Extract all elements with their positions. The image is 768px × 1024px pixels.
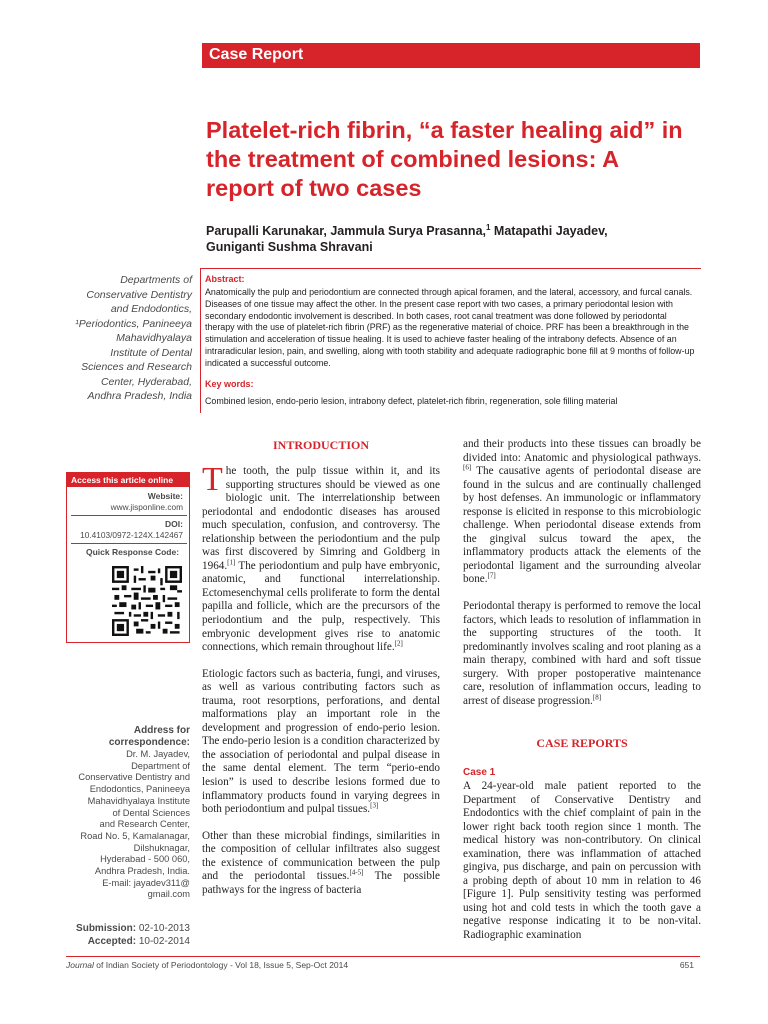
body-column-2: [463, 438, 701, 708]
affiliation-line: and Endodontics,: [110, 303, 192, 315]
section-label: Case Report: [209, 46, 304, 63]
affiliation: [64, 273, 192, 404]
section-heading-case-reports: CASE REPORTS: [536, 736, 628, 750]
citation[interactable]: [2]: [394, 639, 403, 648]
doi-label: DOI:: [165, 519, 183, 529]
qr-label: Quick Response Code:: [86, 547, 180, 557]
paragraph-text: Other than these microbial findings, similarities in the composition of cellular infiltrates also suggest the existence of communication between the pulp and the periodontal tissues.: [202, 829, 440, 883]
citation[interactable]: [7]: [487, 571, 496, 580]
paragraph-text: Periodontal therapy is performed to remove the local factors, which leads to resolution of inflammation in the supporting structures of the tooth. It predominantly involves scaling and root planing as a main therapy, combined with hard and soft tissue surgery. With proper postoperative maintenance care, resolution of inflammation occurs, leading to arrest of disease progression.: [463, 600, 701, 707]
subheading-case-1: Case 1: [463, 767, 496, 778]
section-heading-introduction: INTRODUCTION: [272, 438, 369, 452]
affiliation-line: Institute of Dental: [110, 346, 192, 359]
journal-issue: - Vol 18, Issue 5, Sep-Oct 2014: [227, 960, 349, 970]
citation[interactable]: [6]: [463, 463, 472, 472]
correspondence-line: Dilshuknagar,: [133, 842, 190, 853]
email-link[interactable]: gmail.com: [147, 889, 190, 900]
paragraph: A 24-year-old male patient reported to the Department of Conservative Dentistry and Endodontics with the chief complaint of pain in the lower right back tooth region since 1 month. The medical history was non-contributory. On clinical examination, there was inflammation of attached gingiva, pus discharge, and pain on percussion with a probing depth of about 10 mm in relation to 46 [Figure 1]. Pulp sensitivity testing was performed using hot and cold tests in which the tooth gave a negative response indicating it to be non-vital. Radiographic examination: [463, 780, 701, 942]
keywords-text: Combined lesion, endo-perio lesion, intrabony defect, platelet-rich fibrin, regeneration, sole filling material: [205, 396, 618, 406]
citation[interactable]: [1]: [227, 558, 236, 567]
access-heading: Access this article online: [67, 473, 189, 487]
paragraph-text: The possible pathways for the ingress of bacteria: [202, 870, 440, 896]
paragraph: [202, 668, 440, 817]
accepted-date: 10-02-2014: [138, 936, 190, 947]
affiliation-line: Sciences and Research: [81, 361, 192, 373]
page-number: 651: [679, 960, 694, 970]
correspondence-heading: Address for: [133, 725, 190, 736]
paragraph-text: he tooth, the pulp tissue within it, and its supporting structures should be viewed as one biologic unit. The interrelationship between periodontal and endodontic diseases has aroused much speculation, confusion, and controversy. The relationship between the periodontium and the pulp was first discovered by Simring and Goldberg in 1964.: [202, 465, 440, 572]
authors-line1-a: Parupalli Karunakar, Jammula Surya Prasanna,: [206, 224, 486, 239]
footer-divider: [66, 956, 700, 957]
section-band: [202, 43, 700, 68]
affiliation-line: Conservative Dentistry: [86, 288, 192, 301]
correspondence-line: Mahavidhyalaya Institute: [87, 795, 190, 806]
affiliation-line: ¹Periodontics, Panineeya: [75, 317, 192, 330]
paragraph-text: and their products into these tissues can broadly be divided into: Anatomic and physiological pathways.: [463, 438, 701, 464]
paragraph-text: Etiologic factors such as bacteria, fungi, and viruses, as well as various contributing factors such as trauma, root resorptions, perforations, and dental malformations play an important role in the development and progression of endo-perio lesion. The endo-perio lesion is a condition characterized by the association of periodontal and pulpal disease in the same dental element. The term “perio-endo lesion” is used to describe lesions formed due to inflammatory products found in varying degrees in both periodontium and pulpal tissues.: [202, 667, 440, 816]
body-column-2-case: [463, 780, 701, 943]
authors-line2: Guniganti Sushma Shravani: [206, 240, 373, 255]
keywords-heading: Key words:: [205, 379, 254, 389]
submission-date: 02-10-2013: [138, 923, 190, 934]
submission-label: Submission:: [76, 923, 137, 934]
correspondence-line: of Dental Sciences: [112, 807, 190, 818]
correspondence-line: Andhra Pradesh, India.: [94, 866, 190, 877]
website-label: Website:: [147, 491, 183, 501]
author-list: [206, 220, 686, 255]
affiliation-line: Andhra Pradesh, India: [87, 390, 192, 402]
website-link[interactable]: www.jisponline.com: [110, 502, 183, 512]
citation[interactable]: [3]: [370, 801, 379, 810]
correspondence-line: Conservative Dentistry and: [78, 772, 190, 783]
drop-cap: T: [202, 461, 223, 498]
correspondence-line: Road No. 5, Kamalanagar,: [80, 830, 190, 841]
paragraph: [463, 600, 701, 708]
dates-block: [62, 922, 190, 948]
qr-code-icon[interactable]: [112, 566, 182, 636]
journal-word: Journal: [66, 960, 94, 970]
citation[interactable]: [4-5]: [349, 868, 364, 877]
body-column-1: [202, 461, 440, 897]
paragraph: [202, 461, 440, 655]
page-footer: [66, 960, 700, 970]
authors-line1-b: Matapathi Jayadev,: [490, 224, 608, 239]
divider: [71, 515, 187, 516]
affiliation-line: Departments of: [120, 274, 192, 286]
paragraph: [202, 830, 440, 898]
affiliation-line: Center, Hyderabad,: [100, 375, 192, 388]
divider: [71, 543, 187, 544]
correspondence-line: Hyderabad - 500 060,: [100, 854, 190, 865]
correspondence-line: and Research Center,: [99, 819, 190, 830]
accepted-label: Accepted:: [87, 936, 137, 947]
correspondence-heading: correspondence:: [108, 737, 190, 748]
paragraph-text: The periodontium and pulp have embryonic, anatomic, and functional interrelationship. Ectomesenchymal cells proliferate to form the dental papilla and follicle, which are the precursors of the periodontium and the pulp, respectively. This embryonic development gives rise to anatomic connections, which remain throughout life.: [202, 559, 440, 654]
abstract-heading: Abstract:: [205, 274, 245, 284]
correspondence-line: Dr. M. Jayadev,: [126, 749, 190, 759]
author-sup: 1: [486, 223, 491, 232]
citation[interactable]: [8]: [592, 693, 602, 702]
paragraph-text: The causative agents of periodontal disease are found in the sulcus and are continually challenged by host defenses. An immunologic or inflammatory response is elicited in response to this microbiologic challenge. When periodontal disease extends from the gingival sulcus toward the apex, the inflammatory products attack the elements of the periodontal ligament and the surrounding alveolar bone.: [463, 465, 701, 586]
affiliation-line: Mahavidhyalaya: [116, 332, 192, 344]
journal-name: of Indian Society of Periodontology: [93, 960, 228, 970]
article-title: Platelet-rich fibrin, “a faster healing aid” in the treatment of combined lesions: A report of two cases: [206, 117, 683, 201]
paragraph: [463, 438, 701, 587]
abstract-text: Anatomically the pulp and periodontium are connected through apical foramen, and the lateral, accessory, and furcal canals. Diseases of one tissue may affect the other. In the present case report with two cases, a primary periodontal lesion with secondary endodontic involvement is described. In both cases, root canal treatment was done followed by periodontal therapy with the use of platelet-rich fibrin (PRF) as the regenerative material of choice. PRF has been a breakthrough in the stimulation and acceleration of tissue healing. It is used to achieve faster healing of the intrabony defects. Absence of an intraradicular lesion, pain, and swelling, along with tooth stability and adequate radiographic bone fill at 9 months of follow-up indicated a successful outcome.: [205, 287, 695, 368]
correspondence-block: [62, 725, 190, 901]
doi-value: 10.4103/0972-124X.142467: [80, 530, 183, 540]
correspondence-line: Department of: [131, 760, 190, 771]
email-link[interactable]: E-mail: jayadev311@: [102, 877, 190, 888]
correspondence-line: Endodontics, Panineeya: [89, 784, 190, 795]
